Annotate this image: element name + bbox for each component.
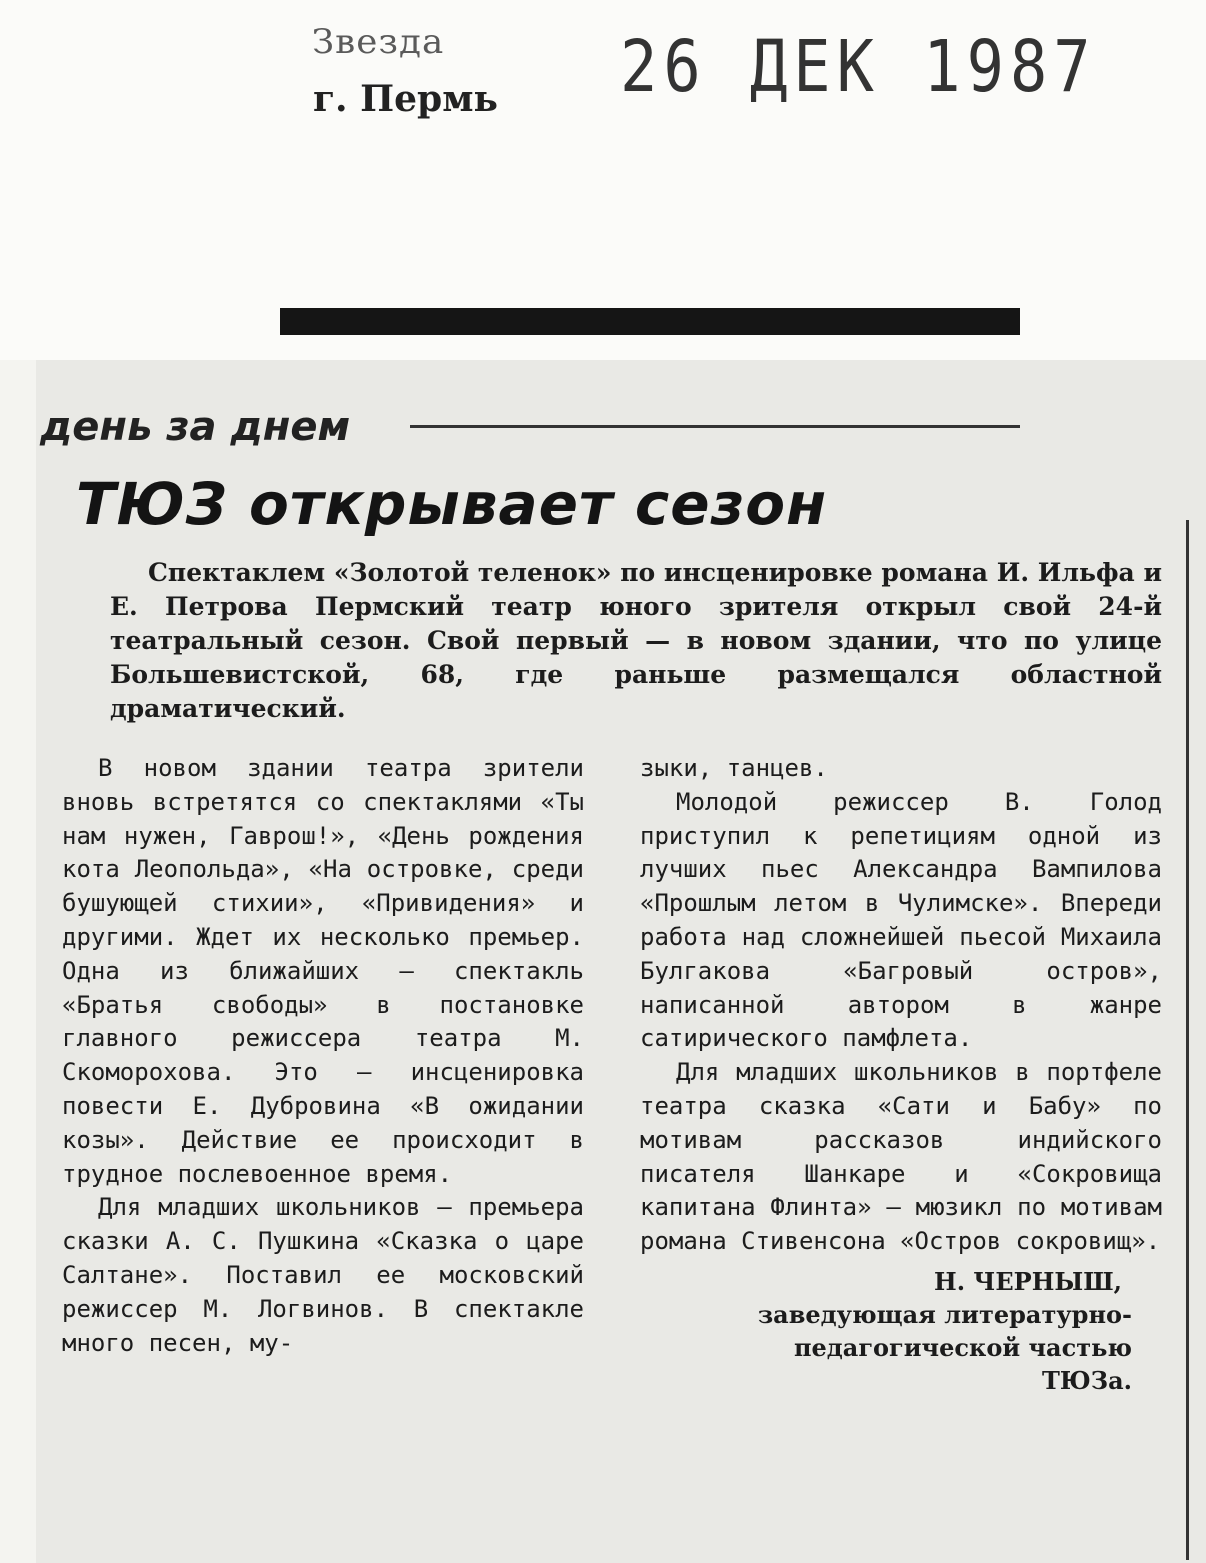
author-role: ТЮЗа. bbox=[1042, 1365, 1132, 1395]
lead-paragraph: Спектаклем «Золотой теленок» по инсценировке романа И. Ильфа и Е. Петрова Пермский театр юного зрителя открыл свой 24-й театральный сезон. Свой первый — в новом здании, что по улице Большевистской, 68, где раньше размещался областной драматический. bbox=[110, 558, 1162, 723]
rubric-rule bbox=[410, 425, 1020, 428]
body-paragraph: В новом здании театра зрители вновь встретятся со спектаклями «Ты нам нужен, Гаврош!», «День рождения кота Леопольда», «На островке, среди бушующей стихии», «Привидения» и другими. Ждет их несколько премьер. Одна из ближайших — спектакль «Братья свободы» в постановке главного режиссера театра М. Скоморохова. Это — инсценировка повести Е. Дубровина «В ожидании козы». Действие ее происходит в трудное послевоенное время. bbox=[62, 754, 584, 1188]
stamp-city: г. Пермь bbox=[313, 78, 498, 120]
stamp-newspaper-name: Звезда bbox=[311, 22, 445, 62]
article-column-right bbox=[640, 752, 1162, 1397]
article-headline: ТЮЗ открывает сезон bbox=[76, 470, 828, 538]
body-paragraph: Для младших школьников в портфеле театра сказка «Сати и Бабу» по мотивам рассказов индийского писателя Шанкаре и «Сокровища капитана Флинта» — мюзикл по мотивам романа Стивенсона «Остров сокровищ». bbox=[640, 1058, 1162, 1256]
author-role: заведующая литературно- bbox=[757, 1299, 1132, 1329]
article-column-left bbox=[62, 752, 584, 1360]
column-rule-bar bbox=[280, 308, 1020, 335]
body-paragraph: Для младших школьников — премьера сказки А. С. Пушкина «Сказка о царе Салтане». Поставил ее московский режиссер М. Логвинов. В спектакле много песен, му- bbox=[62, 1193, 584, 1357]
clipping-edge-line bbox=[1186, 520, 1189, 1560]
stamp-date: 26 ДЕК 1987 bbox=[620, 24, 1097, 109]
body-paragraph: Молодой режиссер В. Голод приступил к репетициям одной из лучших пьес Александра Вампилова «Прошлым летом в Чулимске». Впереди работа над сложнейшей пьесой Михаила Булгакова «Багровый остров», написанной автором в жанре сатирического памфлета. bbox=[640, 787, 1162, 1053]
body-paragraph: зыки, танцев. bbox=[640, 754, 828, 782]
author-role: педагогической частью bbox=[793, 1332, 1132, 1362]
article-lead bbox=[110, 556, 1162, 726]
rubric-title: день за днем bbox=[40, 404, 351, 450]
author-name: Н. ЧЕРНЫШ, bbox=[934, 1266, 1122, 1296]
author-signature bbox=[640, 1265, 1162, 1397]
